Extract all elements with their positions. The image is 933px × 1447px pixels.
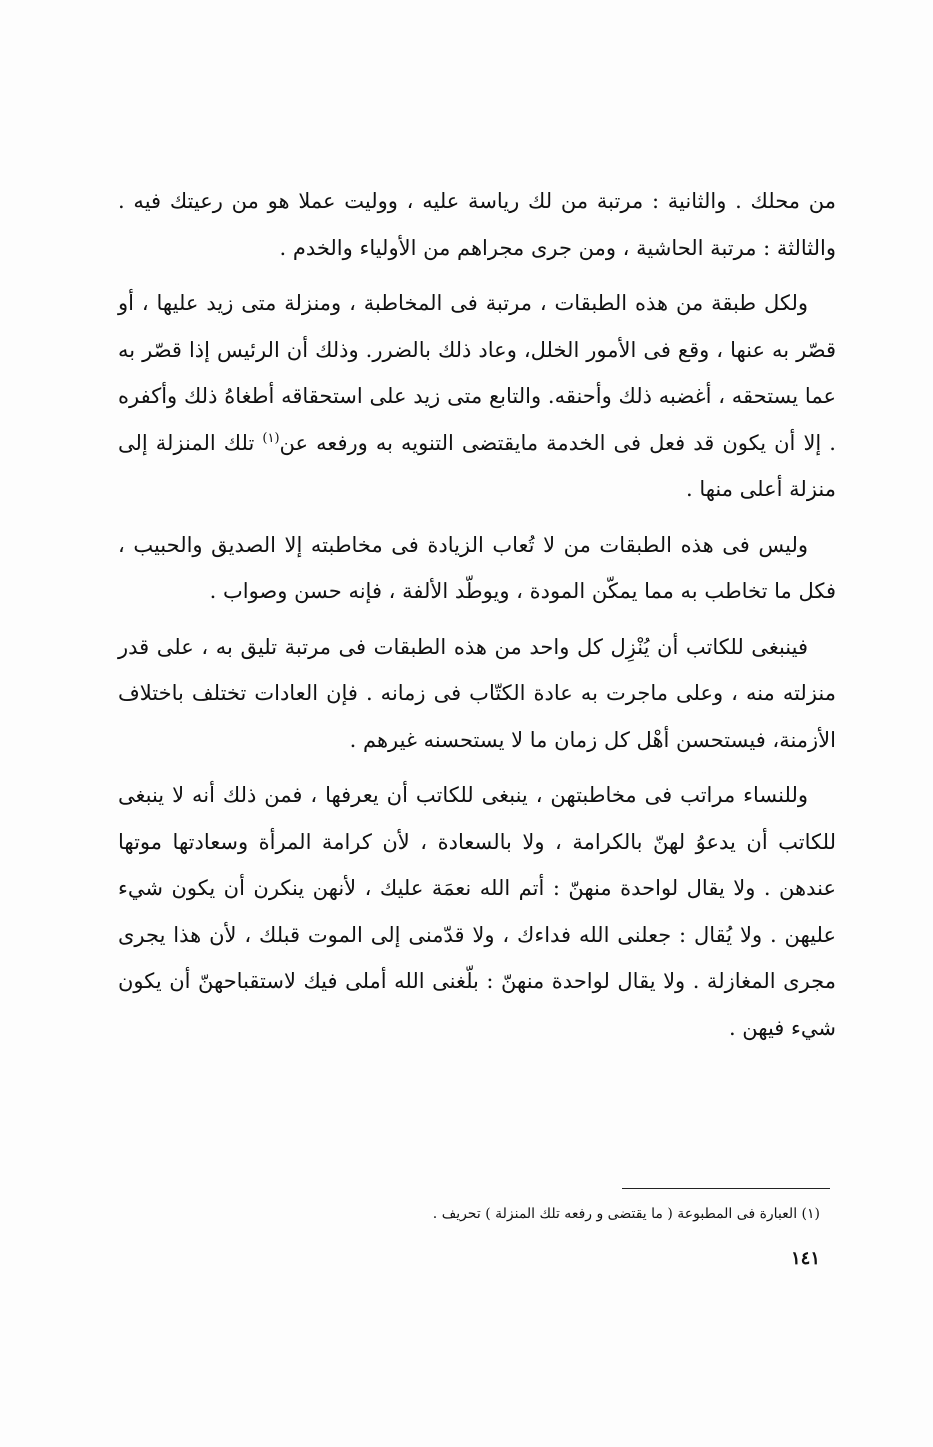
paragraph-2 [118,280,836,513]
paragraph-5 [118,772,836,1051]
paragraph-2-text-before: ولكل طبقة من هذه الطبقات ، مرتبة فى المخاطبة ، ومنزلة متى زيد عليها ، أو قصّر به عنها ، وقع فى الأمور الخلل، وعاد ذلك بالضرر. وذلك أن الرئيس إذا قصّر به عما يستحقه ، أغضبه ذلك وأحنقه. والتابع متى زيد على استحقاقه أطغاهُ ذلك وأكفره . إلا أن يكون قد فعل فى الخدمة مايقتضى التنويه به ورفعه عن [118,291,836,455]
footnote-reference-1: (١) [262,430,280,446]
paragraph-2-text-after: تلك المنزلة إلى منزلة أعلى منها . [118,430,836,501]
footnote-divider [622,1188,830,1189]
page-number: ١٤١ [790,1248,820,1269]
footnote: (١) العبارة فى المطبوعة ( ما يقتضى و رفعه تلك المنزلة ) تحريف . [432,1206,820,1222]
main-text [118,178,836,1060]
paragraph-3-text: وليس فى هذه الطبقات من لا تُعاب الزيادة فى مخاطبته إلا الصديق والحبيب ، فكل ما تخاطب به مما يمكّن المودة ، ويوطّد الألفة ، فإنه حسن وصواب . [118,532,836,603]
paragraph-1-text: من محلك . والثانية : مرتبة من لك رياسة عليه ، ووليت عملا هو من رعيتك فيه . والثالثة : مرتبة الحاشية ، ومن جرى مجراهم من الأولياء والخدم . [118,189,836,260]
paragraph-3 [118,522,836,615]
paragraph-5-text: وللنساء مراتب فى مخاطبتهن ، ينبغى للكاتب أن يعرفها ، فمن ذلك أنه لا ينبغى للكاتب أن يدعوُ لهنّ بالكرامة ، ولا بالسعادة ، لأن كرامة المرأة وسعادتها موتها عندهن . ولا يقال لواحدة منهنّ : أتم الله نعمَة عليك ، لأنهن ينكرن أن يكون شيء عليهن . ولا يُقال : جعلنى الله فداءك ، ولا قدّمنى إلى الموت قبلك ، لأن هذا يجرى مجرى المغازلة . ولا يقال لواحدة منهنّ : بلّغنى الله أملى فيك لاستقباحهنّ أن يكون شيء فيهن . [118,783,836,1040]
paragraph-4-text: فينبغى للكاتب أن يُنْزِل كل واحد من هذه الطبقات فى مرتبة تليق به ، على قدر منزلته منه ، وعلى ماجرت به عادة الكتّاب فى زمانه . فإن العادات تختلف باختلاف الأزمنة، فيستحسن أهْل كل زمان ما لا يستحسنه غيرهم . [118,634,836,752]
paragraph-4 [118,624,836,764]
paragraph-1 [118,178,836,271]
